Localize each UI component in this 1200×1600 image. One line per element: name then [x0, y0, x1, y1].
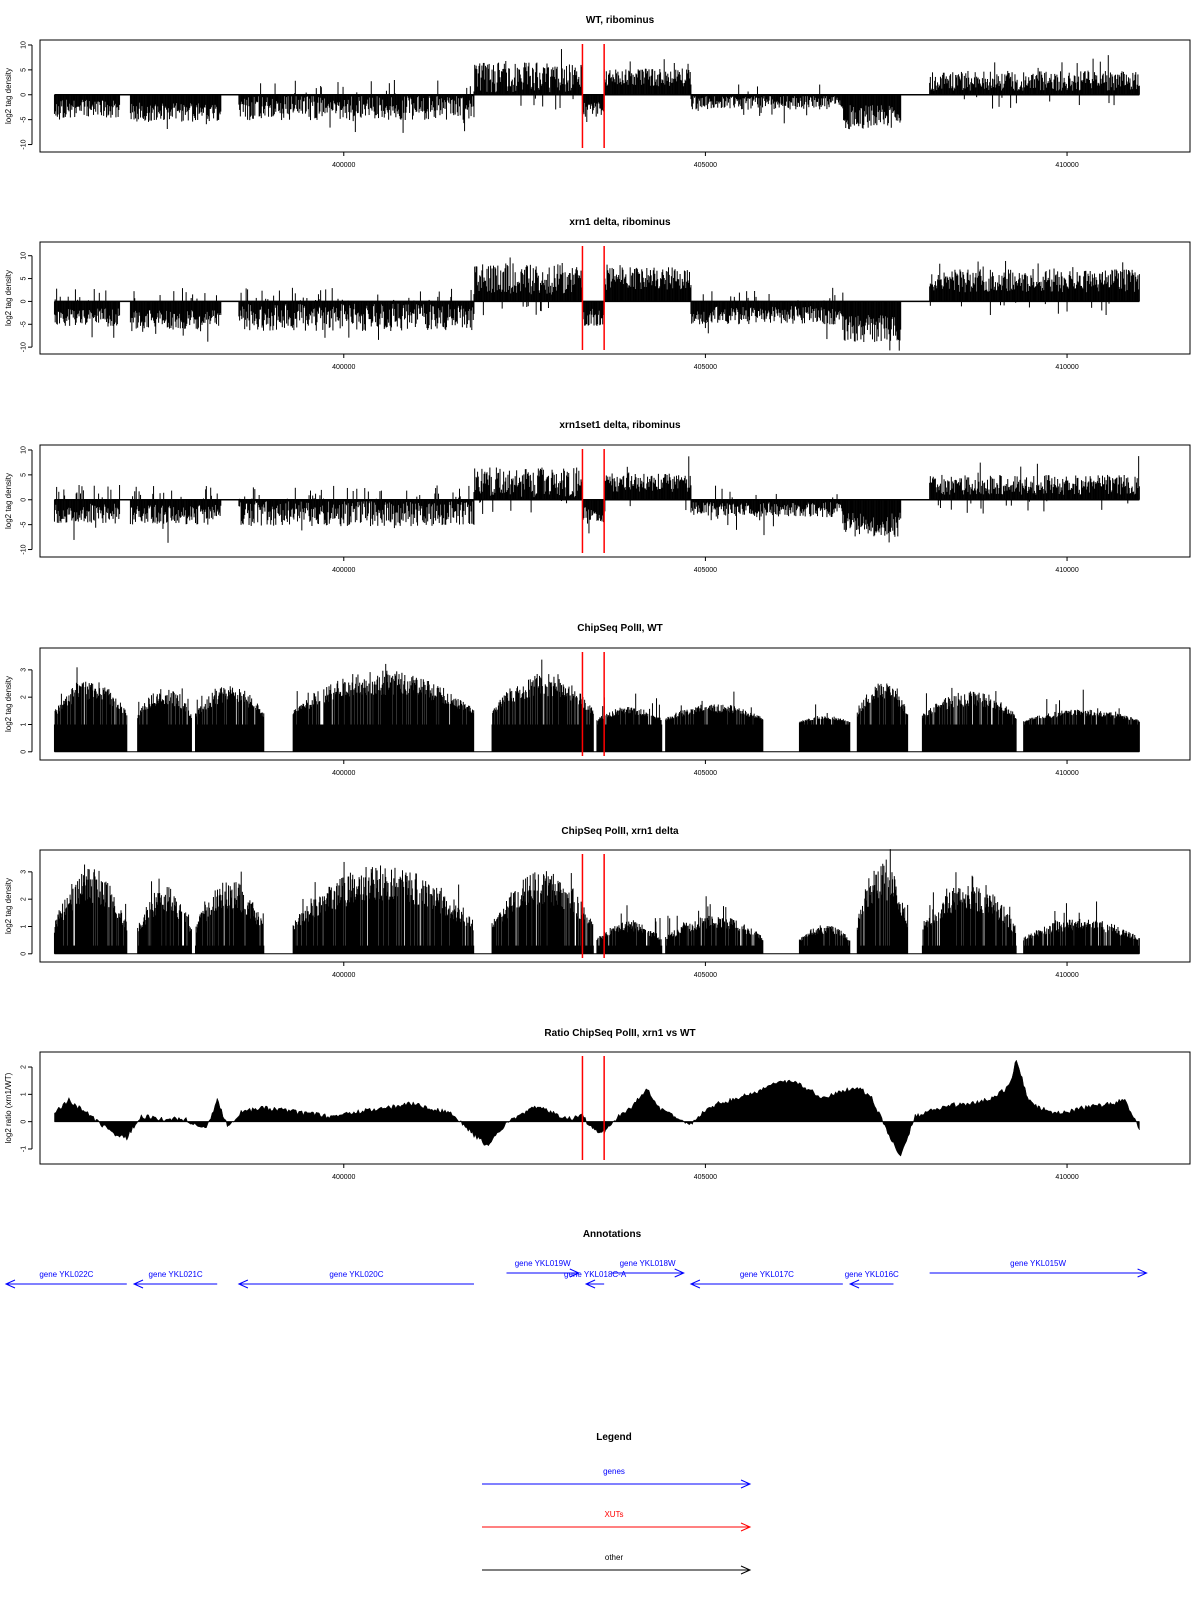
y-tick-label: -10	[20, 544, 28, 555]
signal-segment	[239, 80, 474, 133]
panel-3	[4, 420, 1190, 574]
x-tick-label: 400000	[332, 364, 356, 371]
y-tick-label: 0	[20, 497, 28, 502]
signal-segment	[691, 486, 843, 535]
signal-segment	[474, 468, 582, 514]
y-tick-label: -5	[20, 321, 28, 328]
signal-segment	[930, 261, 1140, 315]
y-tick-label: 5	[20, 472, 28, 477]
panel-title: WT, ribominus	[585, 15, 655, 26]
signal-segment	[604, 265, 691, 302]
signal-segment	[582, 500, 604, 534]
y-axis-label: log2 tag density	[3, 67, 13, 125]
signal-region	[54, 667, 126, 752]
signal-segment	[54, 95, 119, 120]
data-marks	[54, 257, 1139, 350]
signal-segment	[130, 288, 220, 342]
y-tick-label: 5	[20, 67, 28, 72]
x-tick-label: 410000	[1055, 364, 1079, 371]
y-tick-label: 0	[20, 299, 28, 304]
y-tick-label: -5	[20, 116, 28, 123]
signal-segment	[843, 500, 901, 543]
y-axis-label: log2 tag density	[3, 675, 13, 733]
x-tick-label: 405000	[693, 770, 718, 777]
x-axis	[332, 354, 1079, 371]
data-marks	[54, 49, 1139, 133]
signal-region	[196, 686, 264, 752]
panel-1	[4, 15, 1190, 169]
signal-segment	[582, 95, 604, 122]
y-axis	[20, 446, 32, 555]
signal-segment	[474, 49, 582, 109]
signal-segment	[930, 456, 1140, 513]
x-tick-label: 405000	[693, 567, 718, 574]
x-tick-label: 410000	[1055, 162, 1079, 169]
y-tick-label: -10	[20, 342, 28, 353]
y-axis	[20, 668, 32, 754]
x-tick-label: 400000	[332, 567, 356, 574]
x-tick-label: 400000	[332, 770, 356, 777]
signal-segment	[691, 85, 843, 124]
x-axis	[332, 152, 1079, 169]
y-axis-label: log2 tag density	[3, 269, 13, 327]
y-axis-label: log2 tag density	[3, 472, 13, 530]
signal-segment	[239, 485, 474, 530]
y-tick-label: 5	[20, 276, 28, 281]
y-axis	[20, 41, 32, 150]
panel-title: xrn1set1 delta, ribominus	[559, 420, 681, 431]
panel-title: xrn1 delta, ribominus	[569, 217, 671, 228]
panel-2	[4, 217, 1190, 371]
x-tick-label: 405000	[693, 162, 718, 169]
y-tick-label: 2	[20, 695, 28, 700]
x-tick-label: 410000	[1055, 567, 1079, 574]
x-tick-label: 405000	[693, 364, 718, 371]
signal-segment	[474, 257, 582, 315]
panel-4	[4, 623, 1190, 777]
y-tick-label: 10	[20, 41, 28, 49]
signal-segment	[130, 486, 220, 543]
y-tick-label: 10	[20, 446, 28, 454]
signal-segment	[691, 288, 843, 339]
signal-segment	[604, 59, 691, 95]
signal-segment	[54, 485, 119, 540]
y-tick-label: -10	[20, 139, 28, 150]
signal-segment	[843, 95, 901, 129]
data-marks	[54, 456, 1139, 543]
signal-region	[138, 688, 192, 751]
y-tick-label: 0	[20, 92, 28, 97]
signal-segment	[843, 301, 901, 350]
x-axis	[332, 557, 1079, 574]
signal-segment	[604, 456, 691, 511]
y-tick-label: 1	[20, 722, 28, 727]
signal-segment	[130, 95, 220, 129]
y-tick-label: 0	[20, 749, 28, 754]
y-tick-label: 10	[20, 251, 28, 260]
y-tick-label: -5	[20, 521, 28, 528]
signal-segment	[239, 288, 474, 340]
panel-title: ChipSeq PolII, WT	[577, 623, 663, 634]
y-tick-label: 3	[20, 667, 28, 672]
x-tick-label: 400000	[332, 162, 356, 169]
signal-segment	[54, 289, 119, 338]
y-axis	[20, 252, 32, 352]
x-tick-label: 410000	[1055, 770, 1079, 777]
data-marks	[54, 660, 1139, 752]
x-axis	[332, 760, 1079, 777]
signal-segment	[930, 55, 1140, 108]
signal-segment	[582, 301, 604, 326]
